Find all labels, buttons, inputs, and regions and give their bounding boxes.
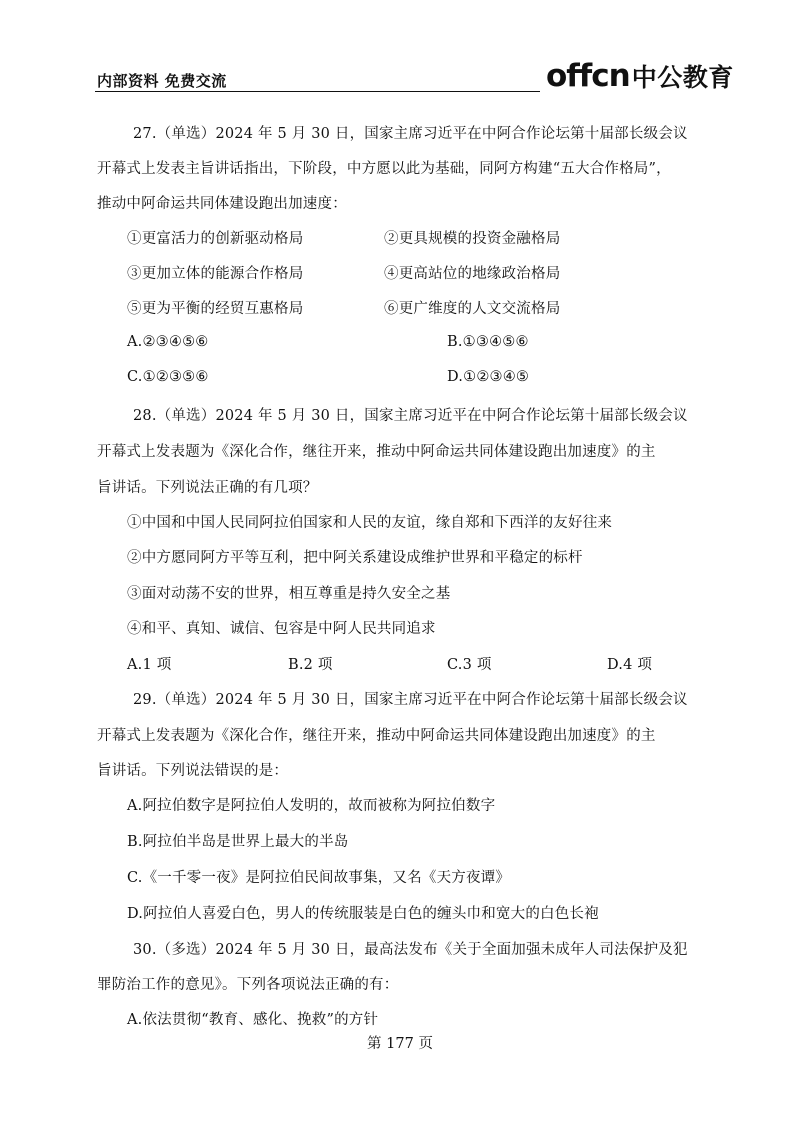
q27-item: ⑥更广维度的人文交流格局 xyxy=(384,301,561,317)
q27-item: ⑤更为平衡的经贸互惠格局 xyxy=(127,301,304,317)
q30-stem-line1: 30.（多选）2024 年 5 月 30 日，最高法发布《关于全面加强未成年人司法保护及犯 xyxy=(133,942,688,958)
q30-option-a: A.依法贯彻“教育、感化、挽救”的方针 xyxy=(127,1012,379,1028)
page-number: 第 177 页 xyxy=(367,1036,433,1052)
q28-option-b: B.2 项 xyxy=(288,657,333,673)
q27-item: ②更具规模的投资金融格局 xyxy=(384,231,561,247)
q28-stem-line1: 28.（单选）2024 年 5 月 30 日，国家主席习近平在中阿合作论坛第十届部长级会议 xyxy=(133,408,688,424)
q29-option-b: B.阿拉伯半岛是世界上最大的半岛 xyxy=(127,834,349,850)
q29-stem-line3: 旨讲话。下列说法错误的是： xyxy=(97,763,289,779)
logo-chinese-text: 中公教育 xyxy=(631,63,734,92)
header-label: 内部资料 免费交流 xyxy=(97,72,227,90)
q27-item: ③更加立体的能源合作格局 xyxy=(127,266,304,282)
q28-item: ①中国和中国人民同阿拉伯国家和人民的友谊，缘自郑和下西洋的友好往来 xyxy=(127,515,613,531)
q28-option-d: D.4 项 xyxy=(607,657,653,673)
q29-stem-line1: 29.（单选）2024 年 5 月 30 日，国家主席习近平在中阿合作论坛第十届部长级会议 xyxy=(133,692,688,708)
q29-option-c: C.《一千零一夜》是阿拉伯民间故事集，又名《天方夜谭》 xyxy=(127,870,511,886)
q29-stem-line2: 开幕式上发表题为《深化合作，继往开来，推动中阿命运共同体建设跑出加速度》的主 xyxy=(97,728,656,744)
q28-stem-line2: 开幕式上发表题为《深化合作，继往开来，推动中阿命运共同体建设跑出加速度》的主 xyxy=(97,444,656,460)
q27-item: ④更高站位的地缘政治格局 xyxy=(384,266,561,282)
q29-option-a: A.阿拉伯数字是阿拉伯人发明的，故而被称为阿拉伯数字 xyxy=(127,798,496,814)
q27-option-b: B.①③④⑤⑥ xyxy=(447,334,529,350)
q28-item: ②中方愿同阿方平等互利，把中阿关系建设成维护世界和平稳定的标杆 xyxy=(127,550,583,566)
q30-stem-line2: 罪防治工作的意见》。下列各项说法正确的有： xyxy=(97,977,399,993)
q27-stem-line3: 推动中阿命运共同体建设跑出加速度： xyxy=(97,196,347,212)
q28-stem-line3: 旨讲话。下列说法正确的有几项？ xyxy=(97,480,318,496)
q27-option-d: D.①②③④⑤ xyxy=(447,369,530,385)
q28-option-c: C.3 项 xyxy=(447,657,492,673)
q27-item: ①更富活力的创新驱动格局 xyxy=(127,231,304,247)
logo-latin-text: offcn xyxy=(546,58,630,94)
q28-option-a: A.1 项 xyxy=(127,657,172,673)
q28-item: ④和平、真知、诚信、包容是中阿人民共同追求 xyxy=(127,621,436,637)
q27-stem-line2: 开幕式上发表主旨讲话指出，下阶段，中方愿以此为基础，同阿方构建“五大合作格局”， xyxy=(97,161,671,177)
q29-option-d: D.阿拉伯人喜爱白色，男人的传统服装是白色的缠头巾和宽大的白色长袍 xyxy=(127,906,599,922)
q27-option-c: C.①②③⑤⑥ xyxy=(127,369,209,385)
q27-option-a: A.②③④⑤⑥ xyxy=(127,334,209,350)
q28-item: ③面对动荡不安的世界，相互尊重是持久安全之基 xyxy=(127,586,451,602)
q27-stem-line1: 27.（单选）2024 年 5 月 30 日，国家主席习近平在中阿合作论坛第十届部长级会议 xyxy=(133,126,688,142)
